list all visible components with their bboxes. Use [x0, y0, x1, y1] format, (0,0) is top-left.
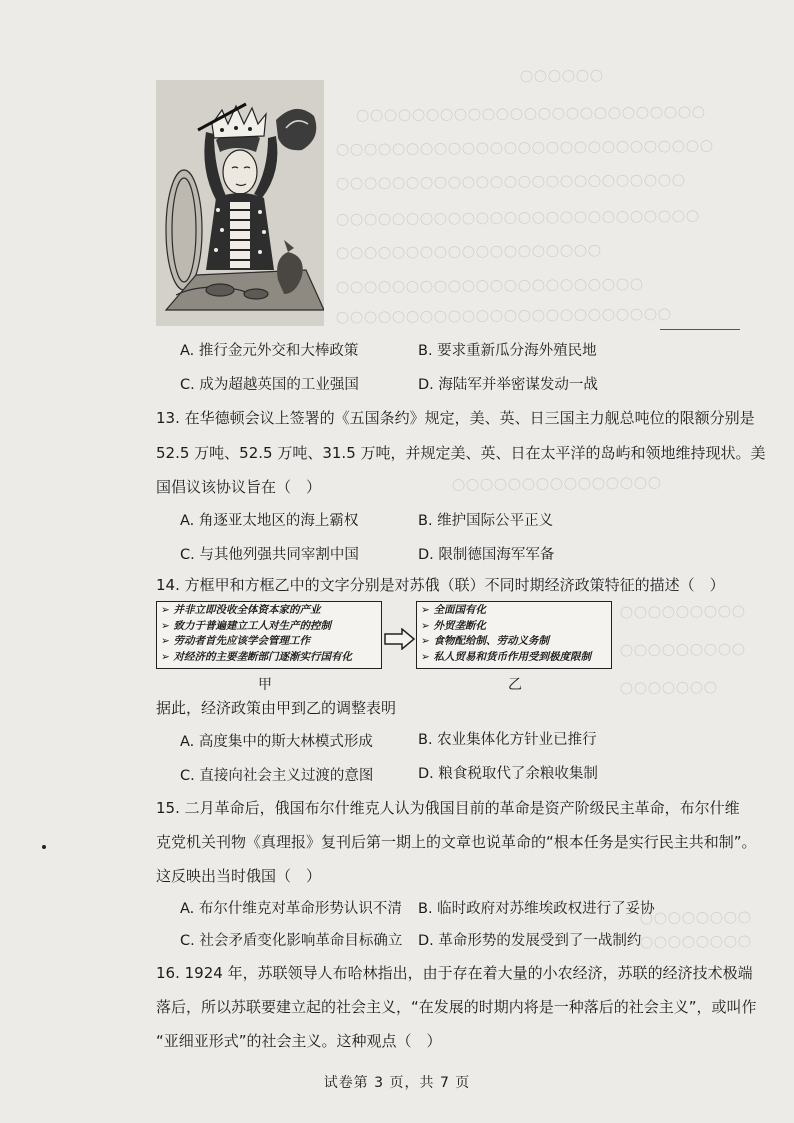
box-jia-item: ➢ 劳动者首先应该学会管理工作 [161, 635, 310, 647]
margin-rule [660, 329, 740, 330]
box-yi-item: ➢ 食物配给制、劳动义务制 [421, 635, 549, 647]
box-jia-item: ➢ 致力于普遍建立工人对生产的控制 [161, 619, 331, 632]
speck [42, 845, 46, 849]
cartoon-drawing [156, 80, 324, 326]
q15-stem-line-1: 15. 二月革命后，俄国布尔什维克人认为俄国目前的革命是资产阶级民主革命，布尔什维 [156, 799, 740, 817]
q16-stem-line-2: 落后，所以苏联要建立起的社会主义，“在发展的时期内将是一种落后的社会主义”，或叫作 [156, 998, 757, 1016]
q14-option-d[interactable]: D. 粮食税取代了余粮收集制 [418, 766, 598, 782]
box-yi-item: ➢ 外贸垄断化 [421, 619, 486, 632]
bleed-through-text: 〇〇〇〇〇〇〇〇〇〇〇〇〇〇〇〇〇〇〇〇〇〇〇〇〇 [355, 106, 707, 125]
bleed-through-text: 〇〇〇〇〇〇〇〇 [639, 911, 753, 928]
q16-stem-line-1: 16. 1924 年，苏联领导人布哈林指出，由于存在着大量的小农经济，苏联的经济技术极端 [156, 964, 753, 982]
box-yi-item: ➢ 私人贸易和货币作用受到极度限制 [421, 650, 591, 663]
bleed-through-text: 〇〇〇〇〇〇 [519, 69, 605, 86]
box-yi [416, 601, 612, 669]
page-footer: 试卷第 3 页，共 7 页 [323, 1075, 471, 1091]
bleed-through-text: 〇〇〇〇〇〇〇〇〇 [619, 605, 747, 622]
bleed-through-text: 〇〇〇〇〇〇〇〇〇〇〇〇〇〇〇〇〇〇〇〇〇〇〇〇〇〇 [335, 210, 701, 229]
q13-option-a[interactable]: A. 角逐亚太地区的海上霸权 [180, 513, 359, 529]
q15-option-b[interactable]: B. 临时政府对苏维埃政权进行了妥协 [418, 901, 655, 917]
bleed-through-text: 〇〇〇〇〇〇〇〇〇〇〇〇〇〇〇〇〇〇〇〇〇〇〇〇〇〇〇 [335, 140, 715, 159]
q14-option-b[interactable]: B. 农业集体化方针业已推行 [418, 732, 597, 748]
q15-stem-line-2: 克党机关刊物《真理报》复刊后第一期上的文章也说革命的“根本任务是实行民主共和制”。 [156, 833, 757, 851]
q12-option-d[interactable]: D. 海陆军并举密谋发动一战 [418, 377, 598, 393]
box-yi-item: ➢ 全面国有化 [421, 604, 486, 616]
box-jia-item: ➢ 对经济的主要垄断部门逐渐实行国有化 [161, 650, 352, 663]
box-jia [156, 601, 382, 669]
q14-follow: 据此，经济政策由甲到乙的调整表明 [156, 699, 397, 717]
bleed-through-text: 〇〇〇〇〇〇〇 [619, 681, 719, 698]
q15-option-a[interactable]: A. 布尔什维克对革命形势认识不清 [180, 901, 402, 917]
q13-option-c[interactable]: C. 与其他列强共同宰割中国 [180, 547, 359, 563]
q15-stem-line-3: 这反映出当时俄国（ ） [156, 867, 322, 885]
bleed-through-text: 〇〇〇〇〇〇〇〇〇〇〇〇〇〇〇〇〇〇〇 [335, 244, 603, 263]
bleed-through-text: 〇〇〇〇〇〇〇〇〇〇〇〇〇〇〇 [451, 476, 663, 495]
bleed-through-text: 〇〇〇〇〇〇〇〇 [639, 935, 753, 952]
q12-option-b[interactable]: B. 要求重新瓜分海外殖民地 [418, 343, 597, 359]
bleed-through-text: 〇〇〇〇〇〇〇〇〇〇〇〇〇〇〇〇〇〇〇〇〇〇 [335, 278, 645, 297]
q14-option-c[interactable]: C. 直接向社会主义过渡的意图 [180, 768, 374, 784]
box-jia-label: 甲 [258, 677, 272, 693]
q13-option-b[interactable]: B. 维护国际公平正义 [418, 513, 554, 529]
right-arrow-icon [384, 628, 416, 654]
q14-option-a[interactable]: A. 高度集中的斯大林模式形成 [180, 734, 373, 750]
q15-option-d[interactable]: D. 革命形势的发展受到了一战制约 [418, 933, 642, 949]
q16-stem-line-3: “亚细亚形式”的社会主义。这种观点（ ） [156, 1032, 442, 1050]
q15-option-c[interactable]: C. 社会矛盾变化影响革命目标确立 [180, 933, 403, 949]
q13-option-d[interactable]: D. 限制德国海军军备 [418, 547, 555, 563]
q14-stem: 14. 方框甲和方框乙中的文字分别是对苏俄（联）不同时期经济政策特征的描述（ ） [156, 576, 725, 594]
box-yi-label: 乙 [508, 677, 522, 693]
q13-stem-line-3: 国倡议该协议旨在（ ） [156, 478, 322, 496]
q12-option-a[interactable]: A. 推行金元外交和大棒政策 [180, 343, 359, 359]
q12-option-c[interactable]: C. 成为超越英国的工业强国 [180, 377, 359, 393]
cartoon-illustration [156, 80, 324, 326]
bleed-through-text: 〇〇〇〇〇〇〇〇〇〇〇〇〇〇〇〇〇〇〇〇〇〇〇〇 [335, 308, 673, 327]
q13-stem-line-2: 52.5 万吨、52.5 万吨、31.5 万吨，并规定美、英、日在太平洋的岛屿和领地维持现状。美 [156, 444, 766, 462]
bleed-through-text: 〇〇〇〇〇〇〇〇〇〇〇〇〇〇〇〇〇〇〇〇〇〇〇〇〇 [335, 174, 687, 193]
bleed-through-text: 〇〇〇〇〇〇〇〇〇 [619, 643, 747, 660]
q13-stem-line-1: 13. 在华德顿会议上签署的《五国条约》规定，美、英、日三国主力舰总吨位的限额分别是 [156, 409, 755, 427]
box-jia-item: ➢ 并非立即没收全体资本家的产业 [161, 604, 321, 616]
